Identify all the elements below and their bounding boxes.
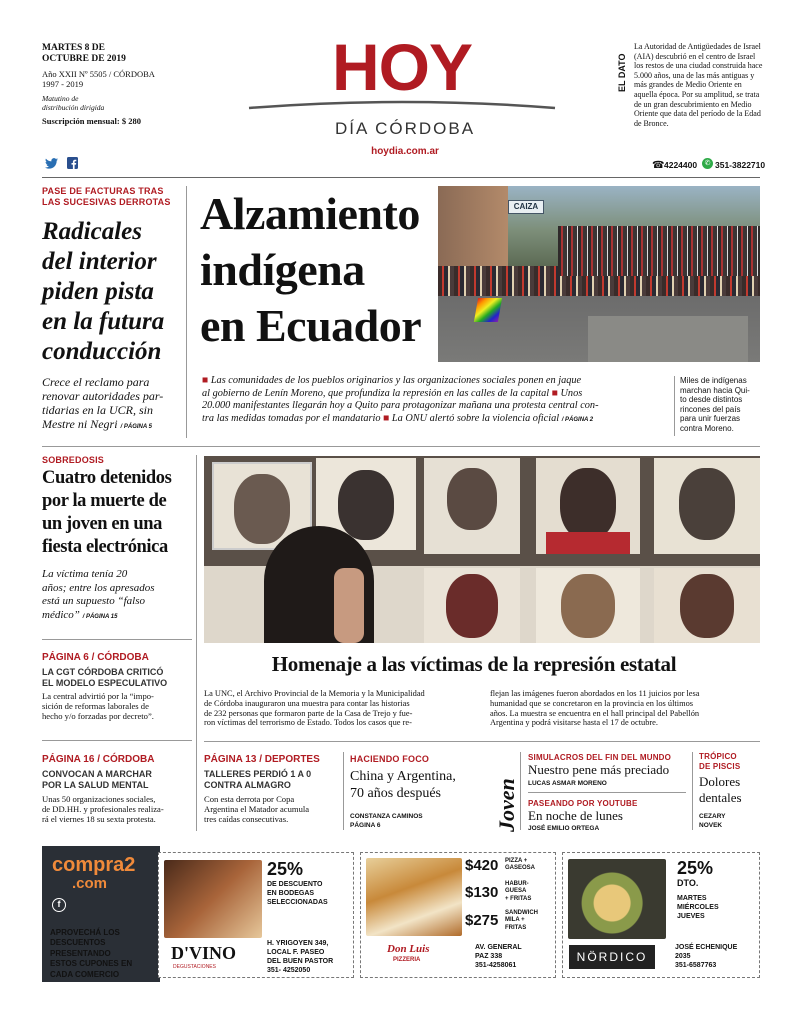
section-rule [528,792,686,793]
joven-author-2: JOSÉ EMILIO ORTEGA [528,825,600,832]
headline-line: piden pista [42,278,154,305]
masthead-rule [42,177,760,178]
lead-headline-line: en Ecuador [200,300,422,351]
dato-text: La Autoridad de Antigüedades de Israel (AIA) descubrió en el centro de Israel los restos de una ciudad construida hace 5.000 años, una de las más antiguas y más grandes de Medio Oriente en aquella época. Por su amplitud, se trata de un gran descubrimiento en Medio Oriente que data del período de la Edad de Bronce. [634,42,763,128]
headline-line: fiesta electrónica [42,537,168,557]
body-line: de 232 personas que formaron parte de la Casa de Trejo y fue- [204,708,413,718]
author-line: NOVEK [699,822,723,829]
dvino-discount: 25% [267,859,304,879]
addr-line: DEL BUEN PASTOR [267,958,334,965]
caption-divider [674,376,675,436]
deck-line: renovar autoridades par- [42,389,164,403]
nordico-logo: NÖRDICO [569,945,655,969]
dvino-coupon[interactable] [158,852,354,978]
dvino-logo-sub: DEGUSTACIONES [173,964,216,970]
dish-photo [568,859,666,939]
dato-label: EL DATO [617,53,627,92]
body-line: humanidad que se concretaron en la provincia en los últimos [490,698,694,708]
headline-line: EL MODELO ESPECULATIVO [42,678,168,688]
distribution-line-1: Matutino de [42,94,79,103]
homenaje-body-col2 [490,689,760,728]
compra2-logo[interactable]: compra2 [52,854,136,876]
summary-line: Las comunidades de los pueblos originarios y las organizaciones sociales ponen en jaque [210,375,582,386]
desc-line: DE DESCUENTO [267,881,323,888]
body-line: Con esta derrota por Copa [204,794,295,804]
deck-line: está un supuesto “falso [42,595,145,608]
section-rule [204,741,760,742]
headline-line: TALLERES PERDIÓ 1 A 0 [204,769,312,779]
body-line: hecho y/o forzadas por decreto”. [42,711,154,721]
joven-kicker-3 [699,752,740,772]
salud-mental-body [42,794,192,824]
facebook-icon[interactable] [67,157,78,169]
homenaje-body-col1 [204,689,486,728]
deck-line: médico” [42,608,80,621]
headline-line: LA CGT CÓRDOBA CRITICÓ [42,667,164,677]
day-line: JUEVES [677,913,705,920]
body-line: sición de reformas laborales de [42,701,149,711]
distribution-note [42,94,104,112]
nordico-discount: 25% [677,858,714,878]
addr-line: AV. GENERAL [475,944,522,951]
item-1 [505,858,535,873]
body-line: años. La muestra se encuentra en el hall principal del Pabellón [490,708,700,718]
section-rule [42,639,192,640]
addr-line: 351-6587763 [675,962,717,969]
page-ref[interactable]: / PÁGINA 15 [82,613,118,620]
summary-line: al gobierno de Lenín Moreno, que profundiza la represión en las calles de la capital [202,387,550,399]
caption-line: para unir fuerzas [680,414,741,424]
caption-line: marchan hacia Qui- [680,385,750,395]
food-photo [366,858,462,936]
body-line: tres caídas consecutivas. [204,814,289,824]
talleres-body [204,794,342,824]
item-line: GUESA [505,888,527,895]
issue-date [42,43,126,65]
body-line: La central advirtió por la “impo- [42,691,154,701]
column-divider [520,752,521,830]
page-ref[interactable]: / PÁGINA 2 [561,416,594,423]
headline-line: POR LA SALUD MENTAL [42,780,149,790]
whatsapp-icon: ✆ [702,158,713,169]
lead-headline[interactable] [200,186,435,354]
joven-section-label: Joven [494,778,519,832]
promo-line: PRESENTANDO [50,948,111,958]
caption-line: to desde distintos [680,395,743,405]
kicker-line: TRÓPICO [699,752,737,761]
headline-line: un joven en una [42,514,162,534]
deck-line: La víctima tenía 20 [42,568,128,580]
cgt-headline[interactable] [42,667,192,689]
distribution-line-2: distribución dirigida [42,103,105,112]
left1-kicker [42,186,192,208]
kicker-line: DE PISCIS [699,762,741,771]
headline-line: conducción [42,338,162,365]
headline-line: CONTRA ALMAGRO [204,780,291,790]
salud-mental-headline[interactable] [42,769,192,791]
promo-line: CADA COMERCIO [50,969,120,979]
item-line: HABUR- [505,881,529,887]
item-line: PIZZA + [505,858,528,864]
headline-line: China y Argentina, [350,769,456,784]
homenaje-headline[interactable]: Homenaje a las víctimas de la represión estatal [271,652,677,676]
nordico-days [677,894,719,921]
addr-line: 2035 [675,953,691,960]
summary-line: Unos [560,387,583,399]
body-line: La UNC, el Archivo Provincial de la Memoria y la Municipalidad [204,689,425,698]
phone-icon: ☎ [652,160,665,171]
joven-title-1[interactable]: Nuestro pene más preciado [528,762,670,777]
caption-line: Miles de indígenas [680,376,747,385]
headline-line: en la futura [42,308,165,335]
dvino-desc [267,880,328,907]
homenaje-photo [204,456,760,643]
headline-line: 70 años después [350,786,441,801]
date-line-1: MARTES 8 DE [42,43,106,53]
issue-line: Año XXII Nº 5505 / CÓRDOBA [42,69,155,79]
summary-line: La ONU alertó sobre la violencia oficial [391,412,560,424]
addr-line: PAZ 338 [475,953,503,960]
issue-number [42,69,155,89]
item-2 [505,881,531,903]
compra2-logo-suffix: .com [72,875,108,892]
nordico-dto: DTO. [677,878,699,888]
body-line: ron víctimas del terrorismo de Estado. Todos los casos que re- [204,718,412,728]
deck-line: Crece el reclamo para [42,375,150,389]
radicales-deck [42,375,192,434]
summary-line: 20.000 manifestantes llegarán hoy a Quito para protagonizar mañana una protesta central con- [202,400,599,412]
author-line: CEZARY [699,813,726,820]
item-line: FRITAS [505,924,527,931]
item-line: + FRITAS [505,895,532,902]
promo-line: APROVECHÁ LOS [50,928,120,937]
left2-kicker: SOBREDOSIS [42,455,105,465]
column-divider [692,752,693,830]
joven-title-2[interactable]: En noche de lunes [528,808,623,823]
day-line: MIÉRCOLES [677,904,719,911]
item-3 [505,910,538,932]
nordico-address [675,943,737,970]
addr-line: JOSÉ ECHENIQUE [675,944,738,951]
body-line: Unas 50 organizaciones sociales, [42,794,156,804]
joven-kicker-1: SIMULACROS DEL FIN DEL MUNDO [528,753,672,762]
deck-line: Mestre ni Negri [42,417,118,431]
left4-kicker: PÁGINA 16 / CÓRDOBA [42,754,155,765]
foco-kicker: HACIENDO FOCO [350,754,430,764]
joven-author-1: LUCAS ASMAR MORENO [528,780,607,787]
summary-line: tra las medidas tomadas por el mandatario [202,412,381,424]
addr-line: 351- 4252050 [267,967,311,974]
dvino-address [267,939,333,975]
lead-headline-line: indígena [200,244,365,295]
deck-line: años; entre los apresados [42,581,155,594]
lead-headline-line: Alzamiento [200,188,420,239]
detenidos-deck [42,568,192,624]
price-3: $275 [465,912,499,929]
radicales-headline[interactable] [42,217,192,367]
body-line: Argentina y podrá visitarse hasta el 17 de octubre. [490,718,658,728]
headline-line: Radicales [42,218,142,245]
item-line: MILA + [505,917,525,924]
dvino-logo: D'VINO [171,943,237,963]
newspaper-logo: HOY [331,30,473,104]
ecuador-protest-photo [438,186,760,362]
lead-summary: ■ Las comunidades de los pueblos originarios y las organizaciones sociales ponen en jaque al gobierno de Lenín Moreno, que profundiza la represión en las calles de la capital ■ Unos 20.000 manifestantes llegarán hoy a Quito para protagonizar mañana una protesta central con- tra las medidas tomadas por el mandatario ■ La ONU alertó sobre la violencia oficial / PÁGINA 2 [202,375,670,426]
foco-headline[interactable] [350,768,480,802]
foco-byline [350,812,423,830]
headline-line: Cuatro detenidos [42,468,172,488]
wine-photo [164,860,262,938]
phone-number: 4224400 [664,160,698,170]
addr-line: LOCAL F. PASEO [267,949,325,956]
years-line: 1997 - 2019 [42,79,84,89]
nordico-coupon[interactable] [562,852,760,978]
lead-photo-caption [680,376,762,434]
joven-author-3 [699,812,725,830]
page-ref[interactable]: PÁGINA 6 [350,822,381,829]
desc-line: SELECCIONADAS [267,899,328,906]
title-line: dentales [699,790,742,805]
caption-line: contra Moreno. [680,423,734,433]
photo-sign-caiza: CAIZA [508,200,544,214]
talleres-headline[interactable] [204,769,342,791]
headline-line: por la muerte de [42,491,167,511]
foco-author: CONSTANZA CAMINOS [350,813,423,820]
left3-kicker: PÁGINA 6 / CÓRDOBA [42,652,149,663]
section-rule [42,740,192,741]
body-line: flejan las imágenes fueron abordados en los 11 juicios por lesa [490,689,700,698]
cgt-body [42,691,192,721]
addr-line: 351-4258061 [475,962,517,969]
page-ref[interactable]: / PÁGINA 5 [120,424,152,430]
left1-kicker-line-2: LAS SUCESIVAS DERROTAS [42,197,171,207]
day-line: MARTES [677,895,707,902]
title-line: Dolores [699,774,741,789]
donluis-logo: Don Luis [387,943,430,955]
item-line: GASEOSA [505,865,536,872]
whatsapp-number: 351-3822710 [715,160,766,170]
donluis-logo-sub: PIZZERIA [393,957,421,963]
body-line: de DD.HH. y profesionales realiza- [42,804,164,814]
newspaper-subtitle: DÍA CÓRDOBA [334,119,476,138]
addr-line: H. YRIGOYEN 349, [267,940,329,947]
caption-line: rincones del país [680,404,741,414]
body-line: de Córdoba inauguraron una muestra para contar las historias [204,698,410,708]
body-line: Argentina el Matador acumula [204,804,310,814]
detenidos-headline[interactable] [42,467,192,559]
left1-kicker-line-1: PASE DE FACTURAS TRAS [42,186,164,196]
column-divider [343,752,344,830]
section-rule [42,446,760,447]
subscription-price: Suscripción mensual: $ 280 [42,116,141,126]
headline-line: del interior [42,248,157,275]
logo-swoosh [247,98,557,112]
column-divider [196,455,197,831]
promo-line: DESCUENTOS [50,938,106,948]
price-1: $420 [465,857,499,874]
price-2: $130 [465,884,499,901]
joven-kicker-2: PASEANDO POR YOUTUBE [528,799,638,808]
column-divider [186,186,187,438]
twitter-icon[interactable] [45,158,58,169]
compra2-promo [50,928,160,980]
headline-line: CONVOCAN A MARCHAR [42,769,152,779]
body-line: rá el viernes 18 su sexta protesta. [42,814,156,824]
promo-line: ESTOS CUPONES EN [50,959,133,969]
item-line: SANDWICH [505,910,538,916]
donluis-coupon[interactable] [360,852,556,978]
date-line-2: OCTUBRE DE 2019 [42,54,126,64]
website-link[interactable]: hoydia.com.ar [371,146,439,157]
donluis-address [475,943,522,970]
facebook-icon[interactable]: f [52,898,66,912]
deportes-kicker: PÁGINA 13 / DEPORTES [204,754,320,765]
desc-line: EN BODEGAS [267,890,315,897]
deck-line: tidarias en la UCR, sin [42,403,154,417]
joven-title-3[interactable] [699,774,742,806]
